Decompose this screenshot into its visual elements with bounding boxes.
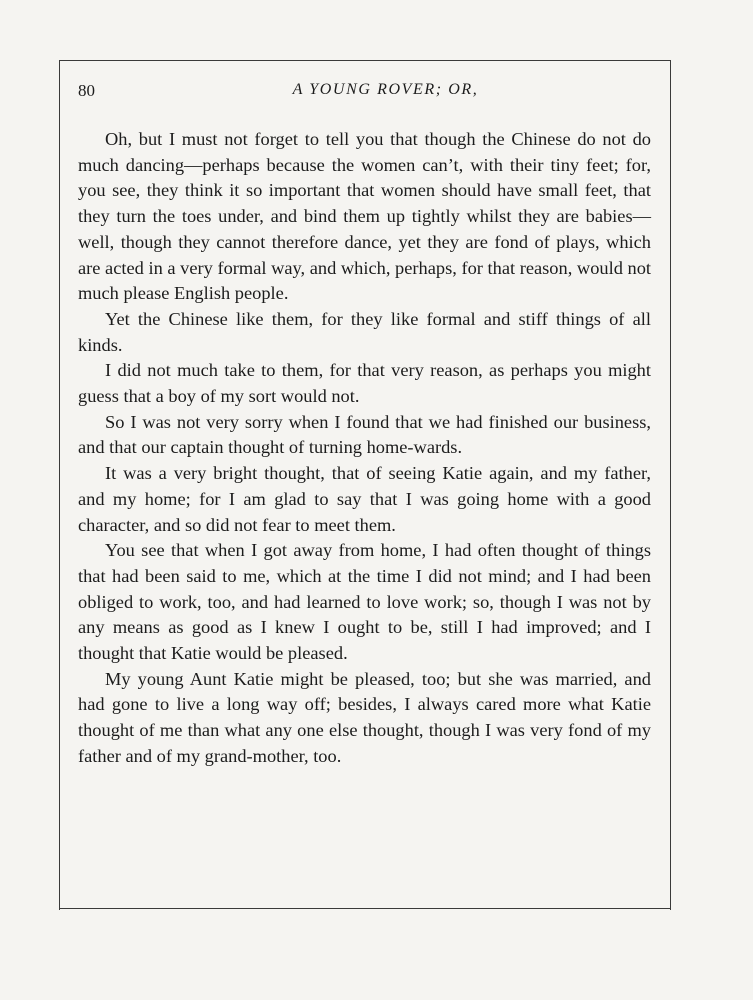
running-title: A YOUNG ROVER; OR, [292, 81, 479, 98]
page-header [78, 81, 653, 103]
paragraph: My young Aunt Katie might be pleased, too; but she was married, and had gone to live a long way off; besides, I always cared more what Katie thought of me than what any one else thought, though I was very fond of my father and of my grand-mother, too. [78, 668, 651, 766]
header-rule [59, 60, 671, 61]
body-text [78, 127, 651, 770]
page-number: 80 [78, 81, 95, 100]
paragraph: You see that when I got away from home, I had often thought of things that had been said to me, which at the time I did not mind; and I had been obliged to work, too, and had learned to love work; so, though I was not by any means as good as I knew I ought to be, still I had improved; and I thought that Katie would be pleased. [78, 540, 651, 664]
paragraph: I did not much take to them, for that very reason, as perhaps you might guess that a boy of my sort would not. [78, 360, 651, 407]
paragraph: Oh, but I must not forget to tell you that though the Chinese do not do much dancing—perhaps because the women can’t, with their tiny feet; for, you see, they think it so important that women should have small feet, that they turn the toes under, and bind them up tightly whilst they are babies—well, though they cannot therefore dance, yet they are fond of plays, which are acted in a very formal way, and which, perhaps, for that reason, would not much please English people. [78, 129, 651, 304]
paragraph: So I was not very sorry when I found that we had finished our business, and that our captain thought of turning home-wards. [78, 411, 651, 458]
paragraph: It was a very bright thought, that of seeing Katie again, and my father, and my home; for I am glad to say that I was going home with a good character, and so did not fear to meet them. [78, 463, 651, 535]
paragraph: Yet the Chinese like them, for they like formal and stiff things of all kinds. [78, 308, 651, 355]
footer-rule [59, 908, 671, 909]
